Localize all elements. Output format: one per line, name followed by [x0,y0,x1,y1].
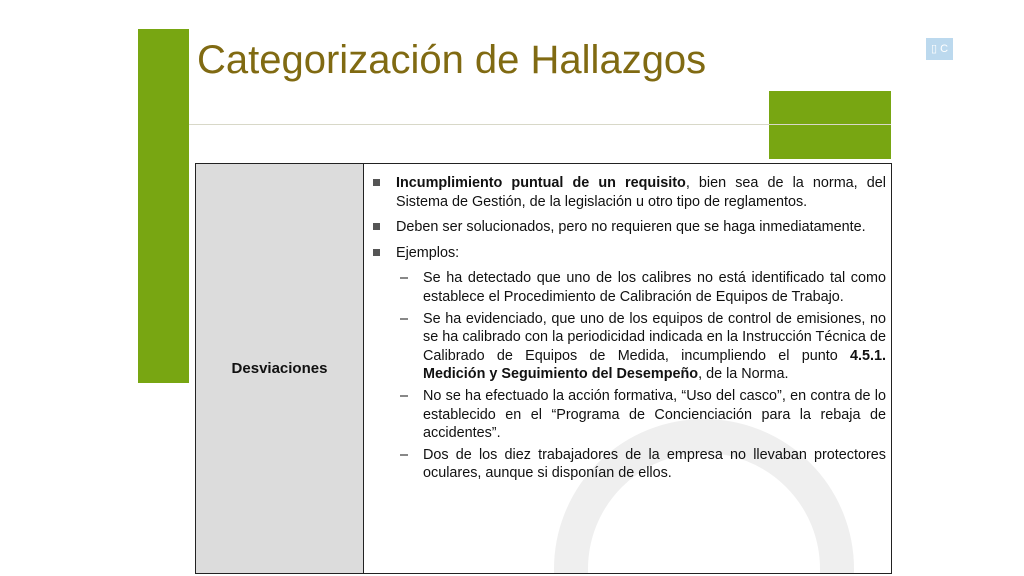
decorative-green-box-right [769,91,891,159]
square-bullet-icon [373,223,380,230]
bullet-item [370,218,886,237]
bullet-text: Ejemplos: [396,244,460,261]
square-bullet-icon [373,249,380,256]
findings-table [195,163,892,574]
bullet-item [370,174,886,211]
example-item [370,387,886,443]
square-bullet-icon [373,179,380,186]
bullet-bold-text: Incumplimiento puntual de un requisito [396,175,686,191]
decorative-green-bar-left [138,29,189,383]
example-text: Se ha detectado que uno de los calibres no está identificado tal como establece el Procedimiento de Calibración de Equipos de Trabajo. [423,270,886,305]
bullet-text: , bien sea de la norma, del Sistema de Gestión, de la legislación u otro tipo de reglamentos. [396,175,886,210]
dash-marker: – [400,446,409,463]
slide-number-icon: ▯ C [926,38,953,60]
description-cell [364,164,891,573]
bullet-item [370,244,886,263]
example-text: , de la Norma. [698,366,789,383]
bullet-text: Deben ser solucionados, pero no requieren que se haga inmediatamente. [396,219,866,236]
slide-title: Categorización de Hallazgos [197,38,707,82]
category-label-cell: Desviaciones [196,164,364,573]
example-item [370,446,886,483]
dash-marker: – [400,270,409,287]
example-text: Se ha evidenciado, que uno de los equipos de control de emisiones, no se ha calibrado con la periodicidad indicada en la Instrucción Técnica de Calibrado de Equipos de Medida, incumpliendo el punto [423,310,886,364]
example-item [370,269,886,306]
example-item [370,310,886,384]
dash-marker: – [400,310,409,327]
description-text [364,164,891,486]
dash-marker: – [400,387,409,404]
title-divider [189,124,891,125]
example-text: Dos de los diez trabajadores de la empresa no llevaban protectores oculares, aunque si disponían de ellos. [423,446,886,482]
example-bold-text: 4.5.1. Medición y Seguimiento del Desempeño [423,347,886,383]
example-text: No se ha efectuado la acción formativa, “Uso del casco”, en contra de lo establecido en el “Programa de Concienciación para la rebaja de accidentes”. [423,387,886,442]
